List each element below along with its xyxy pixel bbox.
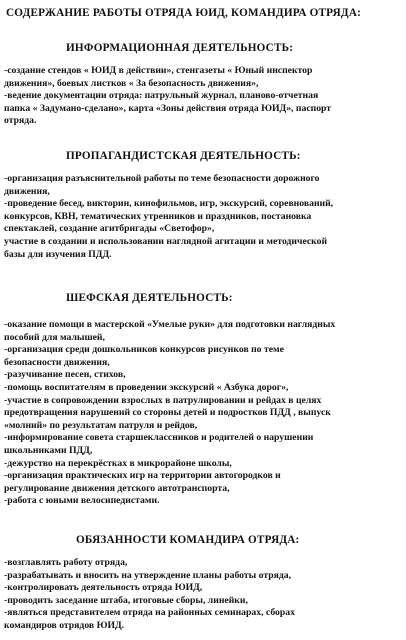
paragraph-line: участие в создании и использовании наглядной агитации и методической — [4, 235, 328, 247]
paragraph-line: -оказание помощи в мастерской «Умелые руки» для подготовки наглядных — [4, 319, 336, 330]
section-heading-commander-duties: ОБЯЗАННОСТИ КОМАНДИРА ОТРЯДА: — [76, 534, 300, 546]
document-title: СОДЕРЖАНИЕ РАБОТЫ ОТРЯДА ЮИД, КОМАНДИРА ОТРЯДА: — [6, 7, 362, 19]
paragraph-line: -участие в сопровождении взрослых в патрулировании и рейдах в целях — [4, 394, 322, 406]
paragraph-line: -дежурство на перекрёстках в микрорайоне школы, — [4, 457, 232, 469]
paragraph-line: школьниками ПДД, — [4, 444, 93, 456]
section-body-propaganda — [4, 173, 402, 261]
paragraph-line: -возглавлять работу отряда, — [4, 557, 128, 568]
paragraph-line: конкурсов, КВН, тематических утренников и праздников, постановка — [4, 210, 312, 222]
paragraph-line: -работа с юными велосипедистами. — [4, 495, 160, 507]
section-body-information — [4, 65, 402, 128]
section-heading-propaganda: ПРОПАГАНДИСТСКАЯ ДЕЯТЕЛЬНОСТЬ: — [66, 150, 301, 162]
paragraph-line: -создание стендов « ЮИД в действии», стенгазеты « Юный инспектор — [4, 65, 313, 76]
paragraph-line: предотвращения нарушений со стороны детей и подростков ПДД , выпуск — [4, 407, 331, 419]
paragraph-line: -информирование совета старшеклассников и родителей о нарушении — [4, 432, 314, 444]
paragraph-line: движения», боевых листков « За безопасность движения», — [4, 77, 259, 89]
paragraph-line: командиров отрядов ЮИД. — [4, 619, 125, 631]
paragraph-line: спектаклей, создание агитбригады «Светофор», — [4, 223, 215, 235]
paragraph-line: -организация среди дошкольников конкурсов рисунков по теме — [4, 344, 284, 356]
paragraph-line: -разучивание песен, стихов, — [4, 369, 126, 381]
paragraph-line: отряда. — [4, 115, 37, 127]
section-heading-patronage: ШЕФСКАЯ ДЕЯТЕЛЬНОСТЬ: — [66, 292, 233, 304]
paragraph-line: безопасности движения, — [4, 356, 110, 368]
paragraph-line: -организация практических игр на территории автогородков и — [4, 470, 281, 482]
paragraph-line: -контролировать деятельность отряда ЮИД, — [4, 582, 203, 594]
paragraph-line: -разрабатывать и вносить на утверждение планы работы отряда, — [4, 569, 292, 581]
paragraph-line: пособий для малышей, — [4, 331, 105, 343]
paragraph-line: -проведение бесед, викторин, кинофильмов, игр, экскурсий, соревнований, — [4, 198, 334, 210]
paragraph-line: движения, — [4, 185, 50, 197]
paragraph-line: -помощь воспитателям в проведении экскурсий « Азбука дорог», — [4, 381, 289, 393]
paragraph-line: папка « Задумано-сделано», карта «Зоны действия отряда ЮИД», паспорт — [4, 102, 332, 114]
paragraph-line: регулирование движения детского автотранспорта, — [4, 482, 230, 494]
paragraph-line: -проводить заседание штаба, итоговые сборы, линейки, — [4, 594, 248, 606]
paragraph-line: базы для изучения ПДД. — [4, 248, 112, 260]
section-heading-information: ИНФОРМАЦИОННАЯ ДЕЯТЕЛЬНОСТЬ: — [66, 42, 294, 54]
paragraph-line: -ведение документации отряда: патрульный журнал, планово-отчетная — [4, 90, 319, 102]
paragraph-line: -являться представителем отряда на районных семинарах, сборах — [4, 607, 295, 619]
section-body-commander-duties — [4, 557, 402, 633]
section-body-patronage — [4, 319, 402, 508]
paragraph-line: -организация разъяснительной работы по теме безопасности дорожного — [4, 173, 320, 184]
paragraph-line: «молний» по результатам патруля и рейдов, — [4, 419, 198, 431]
